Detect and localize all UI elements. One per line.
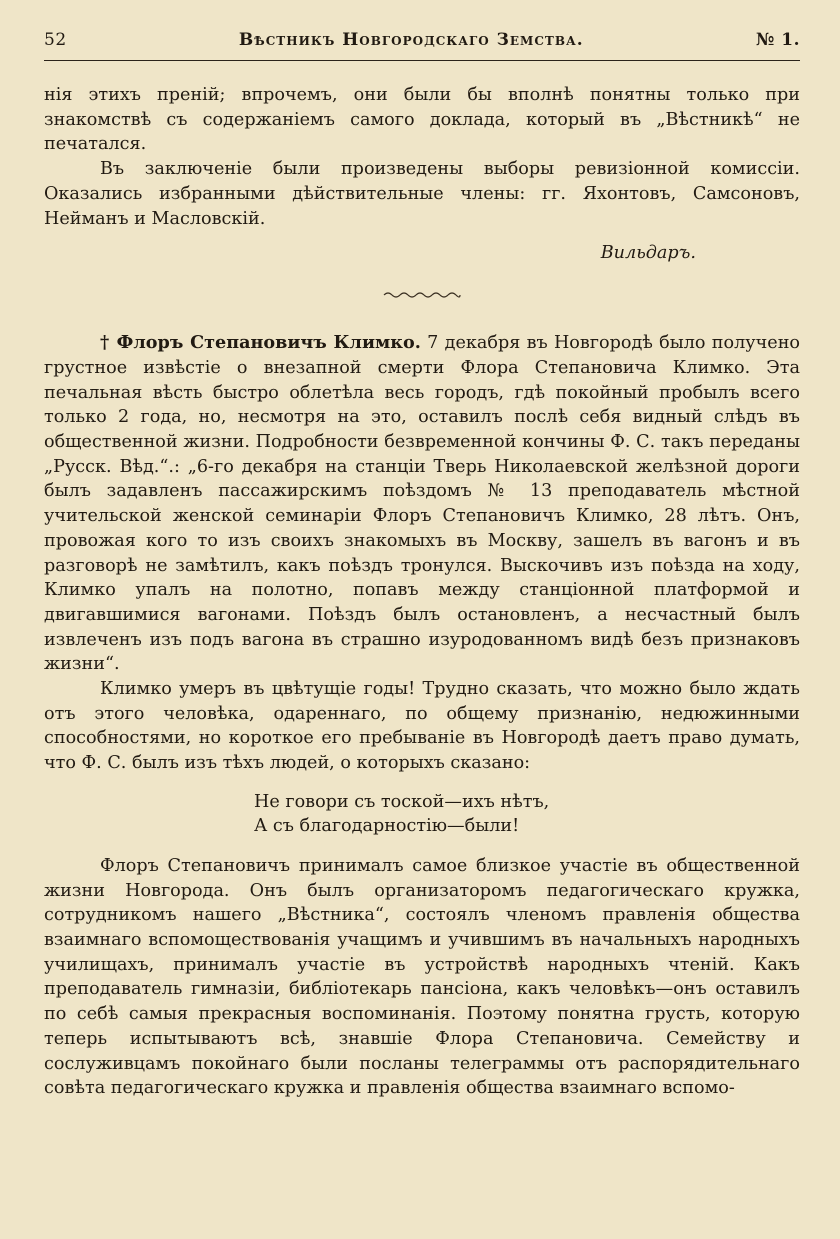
- obituary-paragraph-3: Флоръ Степановичъ принималъ самое близкое участіе въ общественной жизни Новгорода. Онъ былъ организаторомъ педагогическаго кружка, сотрудникомъ нашего „Вѣстника“, состоялъ членомъ правленія общества взаимнаго вспомоществованія учащимъ и учившимъ въ начальныхъ народныхъ училищахъ, принималъ участіе въ устройствѣ народныхъ чтеній. Какъ преподаватель гимназіи, библіотекарь пансіона, какъ человѣкъ—онъ оставилъ по себѣ самыя прекрасныя воспоминанія. Поэтому понятна грусть, которую теперь испытываютъ всѣ, знавшіе Флора Степановича. Семейству и сослуживцамъ покойнаго были посланы телеграммы отъ распорядительнаго совѣта педагогическаго кружка и правленія общества взаимнаго вспомо-: [44, 855, 800, 1099]
- poem-line: Не говори съ тоской—ихъ нѣтъ,: [254, 791, 550, 812]
- commission-paragraph: Въ заключеніе были произведены выборы ревизіонной комиссіи. Оказались избранными дѣйствительные члены: гг. Яхонтовъ, Самсоновъ, Нейманъ и Масловскій.: [44, 159, 800, 229]
- running-header: [44, 30, 800, 61]
- obituary-text-1: 7 декабря въ Новгородѣ было получено грустное извѣстіе о внезапной смерти Флора Степановича Климко. Эта печальная вѣсть быстро облетѣла весь городъ, гдѣ покойный пробылъ всего только 2 года, но, несмотря на это, оставилъ послѣ себя видный слѣдъ въ общественной жизни. Подробности безвременной кончины Ф. С. такъ переданы „Русск. Вѣд.“.: „6-го декабря на станціи Тверь Николаевской желѣзной дороги былъ задавленъ пассажирскимъ поѣздомъ № 13 преподаватель мѣстной учительской женской семинаріи Флоръ Степановичъ Климко, 28 лѣтъ. Онъ, провожая кого то изъ своихъ знакомыхъ въ Москву, зашелъ въ вагонъ и въ разговорѣ не замѣтилъ, какъ поѣздъ тронулся. Выскочивъ изъ поѣзда на ходу, Климко упалъ на полотно, попавъ между станціонной платформой и двигавшимися вагонами. Поѣздъ былъ остановленъ, а несчастный былъ извлеченъ изъ подъ вагона въ страшно изуродованномъ видѣ безъ признаковъ жизни“.: [44, 333, 801, 675]
- page: [44, 30, 800, 1101]
- section-divider: [44, 287, 800, 301]
- poem-quote: [254, 790, 800, 838]
- issue-number: № 1.: [755, 30, 800, 50]
- continuation-paragraph: нія этихъ преній; впрочемъ, они были бы вполнѣ понятны только при знакомствѣ съ содержаніемъ самого доклада, который въ „Вѣстникѣ“ не печатался.: [44, 85, 800, 155]
- wavy-divider-icon: [382, 288, 462, 302]
- poem-line: А съ благодарностію—были!: [254, 815, 520, 836]
- journal-title: Вѣстникъ Новгородскаго Земства.: [238, 30, 584, 50]
- author-signature: Вильдаръ.: [600, 243, 696, 264]
- page-number: 52: [44, 30, 67, 50]
- obituary-paragraph-1: [44, 331, 800, 677]
- article-body: [44, 83, 800, 1101]
- obituary-paragraph-2: Климко умеръ въ цвѣтущіе годы! Трудно сказать, что можно было ждать отъ этого человѣка, одареннаго, по общему признанію, недюжинными способностями, но короткое его пребываніе въ Новгородѣ даетъ право думать, что Ф. С. былъ изъ тѣхъ людей, о которыхъ сказано:: [44, 679, 800, 774]
- obituary-name: † Флоръ Степановичъ Климко.: [100, 332, 421, 354]
